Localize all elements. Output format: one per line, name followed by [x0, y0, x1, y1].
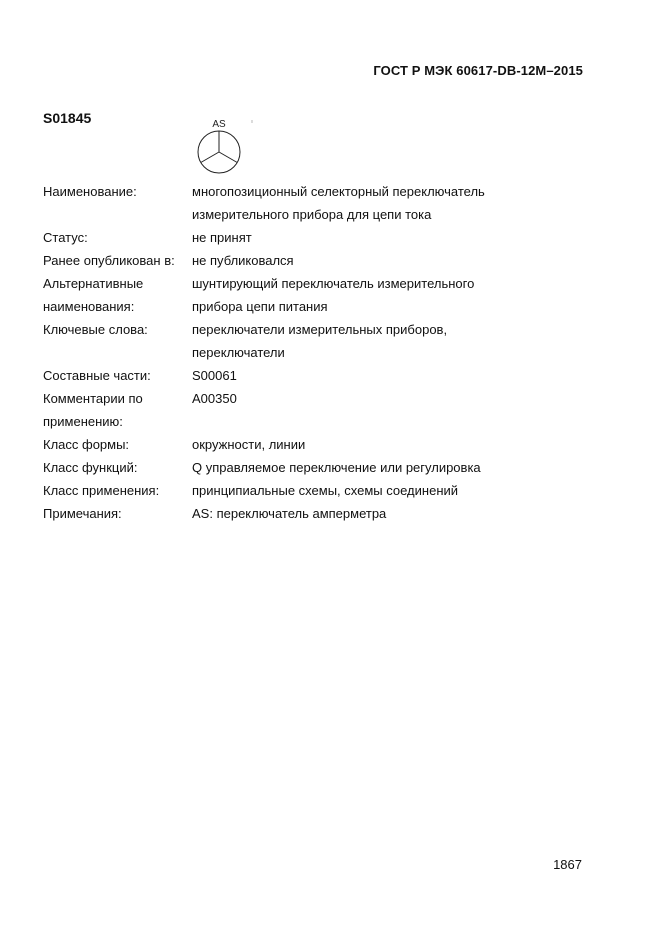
property-value: не публиковался — [192, 253, 294, 268]
standard-header: ГОСТ Р МЭК 60617-DB-12M–2015 — [373, 63, 583, 78]
symbol-line-left — [201, 152, 219, 163]
page-number: 1867 — [553, 857, 582, 872]
property-label: Составные части: — [43, 368, 151, 383]
property-label: Комментарии по применению: — [43, 391, 143, 429]
property-value: не принят — [192, 230, 252, 245]
property-label: Класс формы: — [43, 437, 130, 452]
property-label: Класс применения: — [43, 483, 160, 498]
property-value: принципиальные схемы, схемы соединений — [192, 483, 459, 498]
symbol-code: S01845 — [43, 110, 92, 126]
property-row-alt-names — [43, 272, 603, 318]
property-value: S00061 — [192, 368, 237, 383]
property-row-name — [43, 180, 603, 226]
property-row-keywords — [43, 318, 603, 364]
selector-switch-symbol-icon — [188, 114, 258, 174]
symbol-line-right — [219, 152, 237, 163]
property-row-notes — [43, 502, 603, 525]
property-row-status — [43, 226, 603, 249]
property-value: окружности, линии — [192, 437, 306, 452]
property-row-parts — [43, 364, 603, 387]
property-label: Примечания: — [43, 506, 122, 521]
property-label: Статус: — [43, 230, 88, 245]
property-row-shape-class — [43, 433, 603, 456]
property-value: переключатели измерительных приборов, переключатели — [192, 322, 448, 360]
properties-list — [43, 180, 603, 525]
property-value: Q управляемое переключение или регулировка — [192, 460, 481, 475]
property-row-application-class — [43, 479, 603, 502]
property-value: многопозиционный селекторный переключатель измерительного прибора для цепи тока — [192, 184, 485, 222]
property-row-function-class — [43, 456, 603, 479]
property-value: AS: переключатель амперметра — [192, 506, 387, 521]
property-label: Наименование: — [43, 184, 137, 199]
property-value: A00350 — [192, 391, 237, 406]
property-label: Ранее опубликован в: — [43, 253, 175, 268]
property-value: шунтирующий переключатель измерительного прибора цепи питания — [192, 276, 475, 314]
property-row-comments — [43, 387, 603, 433]
property-label: Альтернативные наименования: — [43, 276, 144, 314]
property-label: Ключевые слова: — [43, 322, 148, 337]
property-label: Класс функций: — [43, 460, 138, 475]
symbol-label: AS — [212, 119, 226, 130]
property-row-published — [43, 249, 603, 272]
